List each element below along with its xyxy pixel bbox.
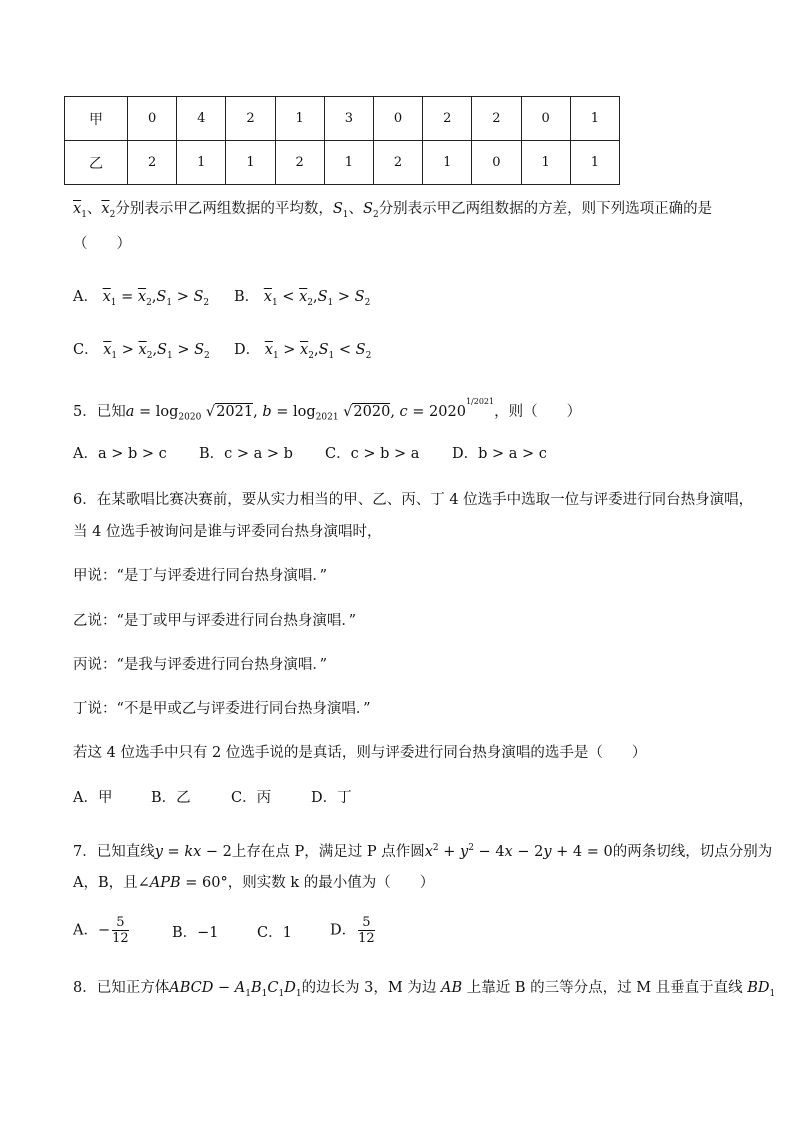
table-row — [65, 141, 620, 185]
q5-stem: 5．已知$a = \log_{2020} √2021$, $b = \log_{2021} √2020$, $c = 2020^{1/2021}$，则（ ） — [73, 397, 582, 423]
row-label: 乙 — [65, 141, 128, 185]
table-cell: 1 — [177, 141, 226, 185]
table-cell: 1 — [521, 141, 570, 185]
q4-option-d: D． $\overline{x}_1 > \overline{x}_2,S_1 < S_2$ — [234, 342, 372, 361]
table-cell: 1 — [570, 97, 619, 141]
q6-option-d: D．丁 — [311, 790, 352, 806]
table-cell: 2 — [275, 141, 324, 185]
q6-option-a: A．甲 — [73, 790, 113, 806]
q7-option-c: C．1 — [257, 925, 292, 941]
q6-option-c: C．丙 — [231, 790, 272, 806]
q7-line1: 7．已知直线y = kx − 2上存在点 P，满足过 P 点作圆$x^2 + y^2 - 4x - 2y + 4 = 0$的两条切线，切点分别为 — [73, 843, 773, 860]
q6-jia: 甲说：“是丁与评委进行同台热身演唱．” — [73, 568, 328, 584]
table-row — [65, 97, 620, 141]
q4-option-a: A． $\overline{x}_1 = \overline{x}_2,S_1 > S_2$ — [73, 289, 210, 308]
table-cell: 4 — [177, 97, 226, 141]
q4-option-c: C． $\overline{x}_1 > \overline{x}_2,S_1 > S_2$ — [73, 342, 210, 361]
table-cell: 2 — [226, 97, 275, 141]
table-cell: 3 — [324, 97, 373, 141]
row-label: 甲 — [65, 97, 128, 141]
q5-option-d: D．b > a > c — [452, 446, 547, 462]
table-cell: 0 — [521, 97, 570, 141]
table-cell: 0 — [128, 97, 177, 141]
q7-line2: A，B，且∠APB = 60°，则实数 k 的最小值为（ ） — [73, 875, 435, 891]
q6-option-b: B．乙 — [151, 790, 191, 806]
q4-paren: （ ） — [73, 236, 131, 252]
q4-option-b: B． $\overline{x}_1 < \overline{x}_2,S_1 > S_2$ — [234, 289, 371, 308]
table-cell: 0 — [373, 97, 422, 141]
table-cell: 2 — [128, 141, 177, 185]
q8-line1: 8．已知正方体ABCD − $A_1B_1C_1D_1$的边长为 3，M 为边 AB 上靠近 B 的三等分点，过 M 且垂直于直线 $BD_1$ — [73, 980, 776, 999]
q5-option-b: B．c > a > b — [199, 446, 293, 462]
table-cell: 1 — [324, 141, 373, 185]
table-cell: 1 — [226, 141, 275, 185]
q6-line2: 当 4 位选手被询问是谁与评委同台热身演唱时， — [73, 524, 382, 540]
table-cell: 1 — [423, 141, 472, 185]
q6-bing: 丙说：“是我与评委进行同台热身演唱．” — [73, 657, 328, 673]
table-cell: 2 — [472, 97, 521, 141]
q4-stem: $\overline{x}_1$、$\overline{x}_2$分别表示甲乙两组数据的平均数，$S_1$、$S_2$分别表示甲乙两组数据的方差，则下列选项正确的是 — [73, 201, 713, 220]
q6-ding: 丁说：“不是甲或乙与评委进行同台热身演唱．” — [73, 701, 371, 717]
q7-option-b: B．−1 — [172, 925, 219, 941]
q7-option-d: D． $\frac{5}{12}$ — [330, 915, 375, 946]
q7-option-a: A．− $\frac{5}{12}$ — [73, 915, 129, 946]
table-cell: 1 — [275, 97, 324, 141]
table-cell: 0 — [472, 141, 521, 185]
table-cell: 1 — [570, 141, 619, 185]
table-cell: 2 — [423, 97, 472, 141]
q5-option-c: C．c > b > a — [325, 446, 420, 462]
q6-question: 若这 4 位选手中只有 2 位选手说的是真话，则与评委进行同台热身演唱的选手是（ ） — [73, 745, 647, 761]
q6-yi: 乙说：“是丁或甲与评委进行同台热身演唱．” — [73, 613, 357, 629]
q5-option-a: A．a > b > c — [73, 446, 167, 462]
q6-line1: 6．在某歌唱比赛决赛前，要从实力相当的甲、乙、丙、丁 4 位选手中选取一位与评委进行同台热身演唱， — [73, 492, 754, 508]
table-cell: 2 — [373, 141, 422, 185]
score-table — [64, 96, 620, 185]
